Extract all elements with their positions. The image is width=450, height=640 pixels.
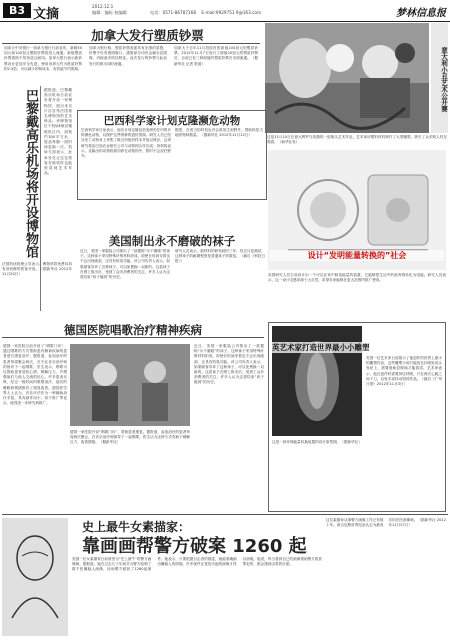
clown-photo-art <box>265 23 429 133</box>
page-header <box>0 0 450 22</box>
left-col-body: 据报道，巴黎戴高乐机场日前宣布将开设一家博物馆，展出来自卢浮宫等法国著名博物馆的艺术珍品。该博物馆位于机场E航站楼候机区内，面积约300平方米，展品每隔一段时间更换一次。机场方面表示，此举旨在让过往旅客在候机时也能欣赏到艺术作品。 <box>44 88 72 176</box>
clone-body: 巴西科学家日前表示，他们计划克隆包括美洲豹在内的多种濒危动物，以保护这些物种的遗传资源。研究人员已经从死亡动物身上采集了数百份组织样本并加以保存，这项研究将由巴西农业研究公司与动物园合作完成。该机构表示，克隆出的动物将被饲养在动物园中，暂时不会放归野外。 <box>81 128 171 159</box>
hospital-body-3: 近日，美国一家服装公司推出了一款据称“永不磨破”的袜子。这种袜子采用特殊纤维材料织成，即使长时间穿着也不会出现破洞，还具有防臭功能。该公司负责人表示，如果顾客穿坏了这种袜子，可以免费换一双新的。这款袜子在网上推出后，受到了众多消费者的关注，许多人认为这将结束“袜子破洞”的历史。 <box>194 344 264 385</box>
email-line: E-mail:9929751 9@163.com <box>201 10 262 15</box>
clone-title: 巴西科学家计划克隆濒危动物 <box>103 115 241 127</box>
date-line: 2012.12.1 <box>92 4 114 9</box>
left-col-title: 巴黎戴高乐机场将开设博物馆 <box>23 88 38 258</box>
lead-body: 美国一位女素描家日前被誉为“史上最牛”的警方画像师。据报道，她在过去几十年间共为警方绘制了数千张嫌疑人画像，协助警方破获了1260起案件。她表示，只要根据目击者的描述，就能准确画出嫌疑人的面貌。许多案件正是因为她的画像才得以侦破。她说，每当看到自己的画像帮助警方抓获罪犯时，都会感到由衷的自豪。 <box>72 557 322 572</box>
hospital-title: 德国医院唱歌治疗精神疾病 <box>64 323 202 337</box>
plastic-title: 加拿大发行塑质钞票 <box>91 28 204 43</box>
tel-line: 电话：0571-86787168 <box>150 10 197 15</box>
device-photo <box>268 150 446 270</box>
section-title: 文摘 <box>33 7 60 22</box>
sketch-photo <box>2 518 68 636</box>
sketch-photo-art <box>2 518 68 636</box>
lead-title: 靠画画帮警方破案 1260 起 <box>82 536 307 557</box>
socks-title: 美国制出永不磨破的袜子 <box>108 234 236 248</box>
lead-kicker: 史上最牛女素描家： <box>82 520 191 534</box>
header-meta <box>92 4 127 16</box>
socks-body: 近日，美国一家服装公司推出了一款据称“永不磨破”的袜子。这种袜子采用特殊纤维材料织成，即使长时间穿着也不会出现破洞，还具有防臭功能。该公司负责人表示，如果顾客穿坏了这种袜子，可以免费换一双新的。这款袜子在网上推出后，受到了众多消费者的关注，许多人认为这将结束“袜子破洞”的历史。 <box>80 249 170 280</box>
staff-line: 编辑：编标 校编辑 <box>92 10 127 15</box>
contact-line <box>150 10 261 16</box>
lead-body-b: 这位素描家从事警方画像工作已有数十年，被吉尼斯世界纪录认定为最成功的法医画像师。（据新华社 2012年11月27日） <box>326 518 446 528</box>
photo-caption: 这是11月10日在意大利罗马拍摄的一组街头艺术作品，艺术家用塑料材料制作了大型雕塑，吸引了众多路人驻足观看。（新华社发） <box>267 135 447 145</box>
socks-body-b: 研究人员表示，新材料的研发耗时三年，经过反复测试，这种袜子的耐磨程度是普通袜子的数倍。（摘自《科技日报》） <box>175 249 265 264</box>
plastic-body-c: 加拿大于去年11月投放首张面值100加元的塑质钞票。2012年11月7日发行了面值20加元的塑质钞票后，目前已有三种面值的塑质钞票在市面流通。（据新华社 记者 报道） <box>174 46 258 66</box>
divider <box>2 43 260 44</box>
sculpture-title: 英艺术家打造世界最小小雕塑 <box>272 342 442 353</box>
clown-photo <box>265 23 429 133</box>
hospital-photo <box>70 344 190 426</box>
plastic-body-a: 加拿大中央银行一加拿大银行日前宣布，新版50加元和100加元塑胶钞票将投入流通。新版塑质钞票被指不易伪造且耐用。加拿大银行表示新钞票设计更加安全先进，使用寿命大约为纸质钞票的2.5倍，可以减少印制成本，有效地节约资源。 <box>4 46 82 71</box>
paper-name: 梦林信息报 <box>396 8 446 19</box>
clone-body-b: 据悉，在适当的时机也许会被放生到野外，帮助恢复当地的物种数量。（据新华社 2012年11月12日） <box>175 128 263 138</box>
device-body: 英国研究人员日前设计出一个可以在家中制造能量的装置，它能够把生活中的废弃物转化为电能。研究人员表示，这一设计灵感来源于大自然，希望未来能够在更大范围内推广使用。 <box>268 273 446 283</box>
left-col-tail: 法国机场管理公司表示，博物馆将免费向持有登机牌的旅客开放。（据新华社 2012年11月20日） <box>2 262 72 277</box>
plastic-body-b: 加拿大银行称，塑质钞票表面具有光滑的质感，钞票中央有透明窗口，透明部分印有金属全息图像，内嵌诸多防伪特征。此次发行的钞票与此前发行的纸币同时流通。 <box>89 46 167 66</box>
page-number: B3 <box>3 3 31 18</box>
divider <box>2 337 264 338</box>
hospital-body-2: 德国一家医院开设“唱歌门诊”，帮助患者康复。据报道，参加治疗的患者每周两次聚会，在音乐治疗师指导下一起唱歌。医生认为这种方式有助于缓解压力、改善情绪。（据新华社） <box>70 430 190 445</box>
hospital-body: 德国一家医院日前开设了“唱歌门诊”，通过唱歌的方式帮助患有精神疾病的患者进行康复治疗。据报道，参加治疗的患者每周聚会两次，在专业音乐治疗师的指导下一起唱歌。医生表示，唱歌可以帮助患者放松心情、缓解压力，并增强他们与他人交流的信心。许多患者反映，经过一段时间的歌唱治疗，他们的睡眠和情绪都有了明显改善。德国医学界人士认为，音乐疗法作为一种辅助治疗手段，具有副作用小、易于推广等优点，值得进一步研究和推广。 <box>3 344 67 406</box>
hospital-photo-art <box>70 344 190 426</box>
device-title: 设计“发明能量转换的”社会 <box>270 250 444 261</box>
side-title: 意大利小丑艺术公开赛 <box>431 23 448 133</box>
sculpture-body: 英国一位艺术家日前展示了他创作的世界上最小的雕塑作品，这些雕塑小到只能放在针眼里或头发丝上，需要借助显微镜才能看清。艺术家表示，他在创作时需要屏住呼吸，只在两次心跳之间下刀，以免手部抖动毁掉作品。（摘自《广州日报》2012年11月3日） <box>366 356 442 387</box>
divider <box>2 514 448 515</box>
sculpture-caption: 这是一款环保能量转换装置的设计原型图。（据新华社） <box>272 440 362 444</box>
